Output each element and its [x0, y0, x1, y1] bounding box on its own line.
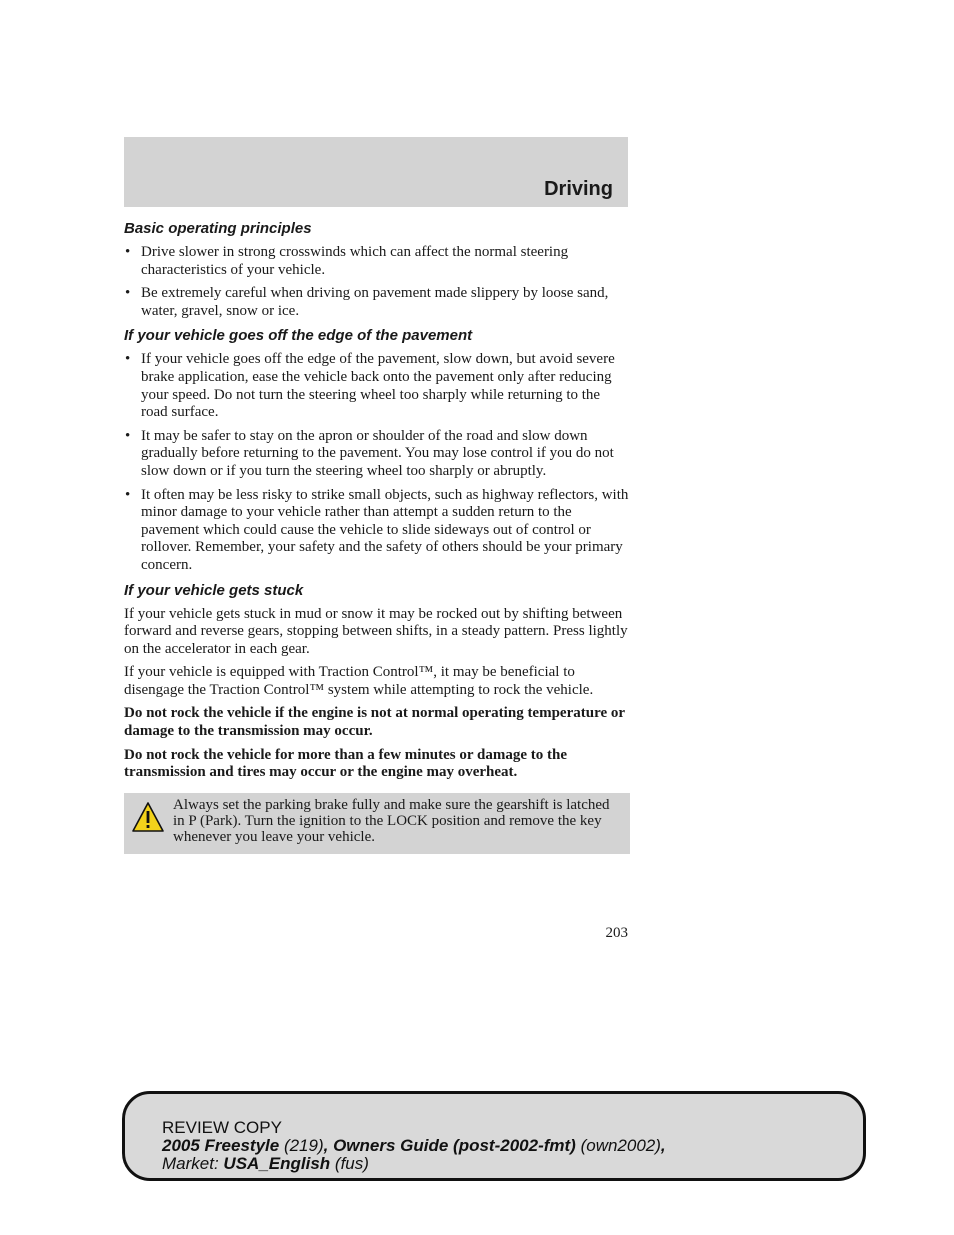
subheading-stuck: If your vehicle gets stuck	[124, 581, 304, 599]
footer-line3	[162, 1155, 666, 1173]
footer-sep1: ,	[323, 1136, 334, 1155]
section-header-band	[124, 137, 628, 207]
footer-review-copy: REVIEW COPY	[162, 1118, 282, 1137]
paragraph: If your vehicle is equipped with Traction Control™, it may be beneficial to disengage the Traction Control™ system while attempting to rock the vehicle.	[124, 664, 594, 698]
warning-box	[124, 793, 630, 854]
paragraph: If your vehicle gets stuck in mud or snow it may be rocked out by shifting between forward and reverse gears, stopping between shifts, in a steady pattern. Press lightly on the accelerator in each gear.	[124, 605, 628, 657]
footer-model-code: (219)	[283, 1136, 324, 1155]
caution-paragraph: Do not rock the vehicle if the engine is not at normal operating temperature or damage to the transmission may occur.	[124, 705, 625, 740]
caution-paragraph: Do not rock the vehicle for more than a few minutes or damage to the transmission and tires may occur or the engine may overheat.	[124, 746, 567, 781]
warning-text: Always set the parking brake fully and make sure the gearshift is latched in P (Park). Turn the ignition to the LOCK position and remove the key whenever you leave your vehicle.	[173, 796, 610, 845]
list-item: • It may be safer to stay on the apron or shoulder of the road and slow down gradually before returning to the pavement. You may lose control if you do not slow down or if you turn the steering wheel too sharply or abruptly.	[124, 428, 630, 481]
footer-line2	[162, 1137, 666, 1155]
page-number: 203	[605, 925, 628, 941]
bullet-list-basic	[124, 244, 630, 320]
list-item: • Drive slower in strong crosswinds which can affect the normal steering characteristics of your vehicle.	[124, 244, 630, 279]
page-content	[124, 220, 630, 854]
list-item: • It often may be less risky to strike small objects, such as highway reflectors, with minor damage to your vehicle rather than attempt a sudden return to the pavement which could cause the vehicle to slide sideways out of control or rollover. Remember, your safety and the safety of others should be your primary concern.	[124, 487, 630, 575]
section-title: Driving	[544, 178, 613, 200]
bullet-list-off-pavement	[124, 351, 630, 574]
footer-guide: Owners Guide (post-2002-fmt)	[333, 1136, 576, 1155]
subheading-off-pavement: If your vehicle goes off the edge of the pavement	[124, 327, 473, 345]
list-item: • Be extremely careful when driving on pavement made slippery by loose sand, water, gravel, snow or ice.	[124, 285, 630, 320]
review-copy-footer	[122, 1091, 866, 1181]
footer-market: USA_English	[223, 1154, 331, 1173]
footer-sep2: ,	[660, 1136, 666, 1155]
footer-market-label: Market:	[162, 1154, 219, 1173]
list-item: • If your vehicle goes off the edge of the pavement, slow down, but avoid severe brake application, ease the vehicle back onto the pavement only after reducing your speed. Do not turn the steering wheel too sharply while returning to the road surface.	[124, 351, 630, 421]
footer-market-code: (fus)	[334, 1154, 369, 1173]
footer-text	[162, 1119, 666, 1173]
footer-guide-code: (own2002)	[580, 1136, 661, 1155]
warning-triangle-icon	[131, 801, 165, 833]
footer-model: 2005 Freestyle	[162, 1136, 280, 1155]
subheading-basic-operating: Basic operating principles	[124, 220, 312, 237]
